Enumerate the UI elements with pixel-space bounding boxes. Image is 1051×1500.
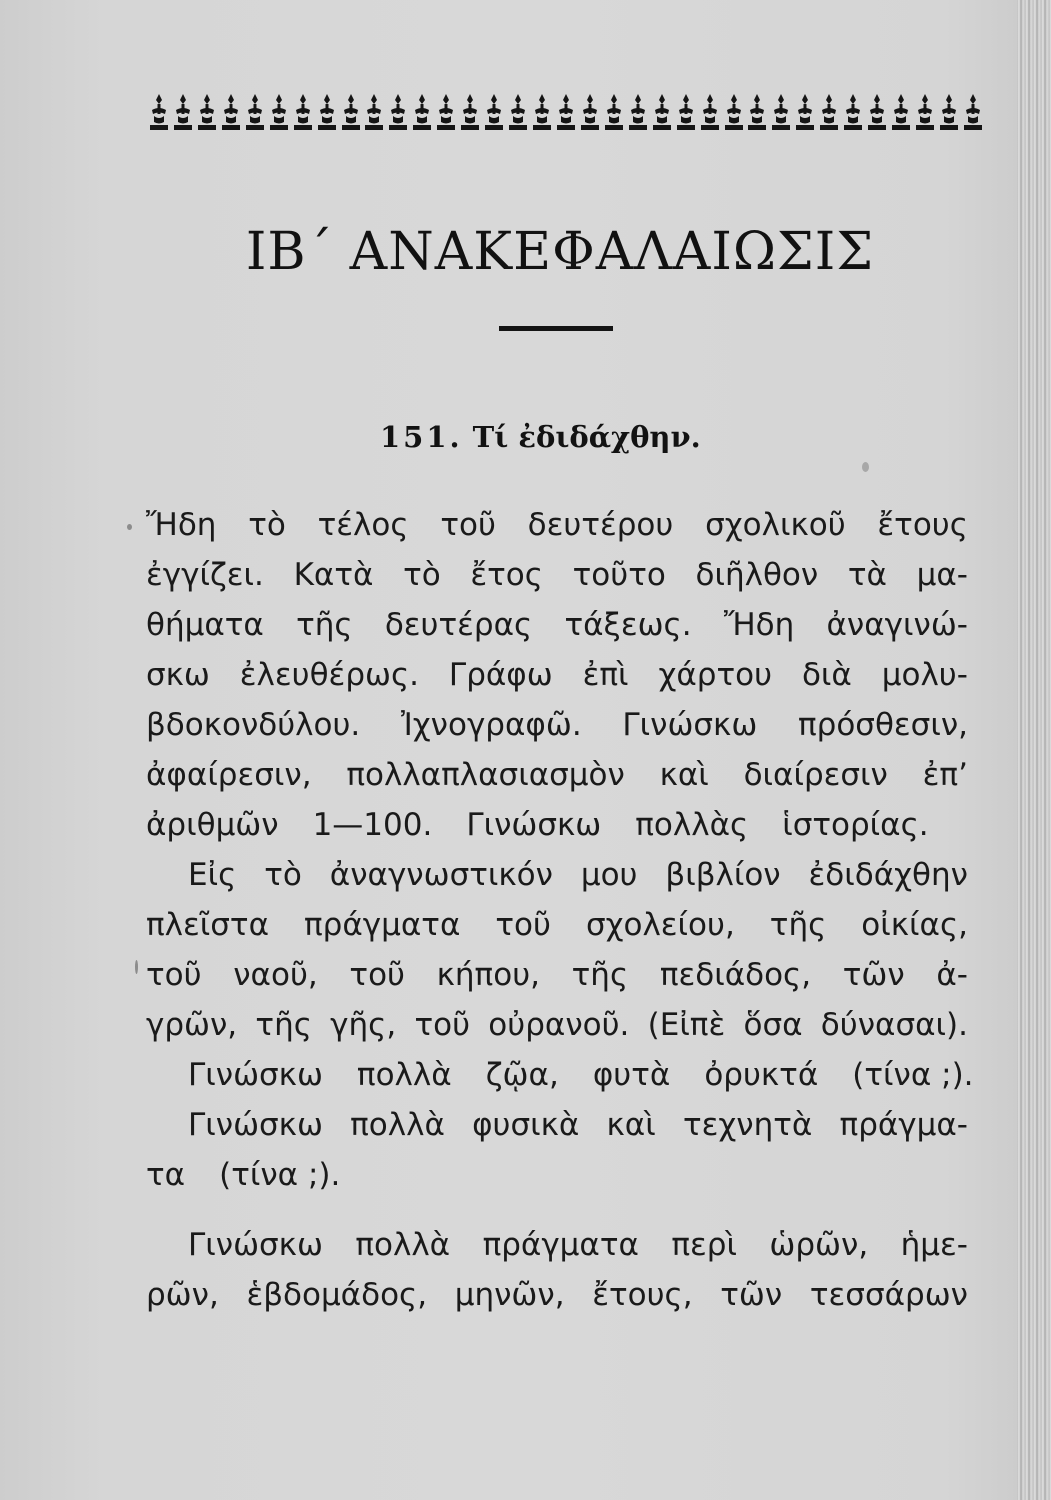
word: τάξεως. [564,607,692,643]
ornament-glyph [220,92,242,132]
word: Γινώσκω [188,1057,323,1093]
ornament-glyph [148,92,170,132]
word: πολλὰ [355,1227,451,1263]
word: ἀ- [936,957,968,993]
word: τοῦ [495,907,551,943]
word: γρῶν, [146,1007,238,1043]
ornament-glyph [363,92,385,132]
word: τῶν [842,957,905,993]
ornament-glyph [483,92,505,132]
word: ναοῦ, [233,957,318,993]
ornament-glyph [746,92,768,132]
word: περὶ [671,1227,737,1263]
ornament-glyph [675,92,697,132]
paragraph-gap [146,1200,968,1220]
word: ἐπὶ [582,657,629,693]
word: τὰ [847,557,887,593]
text-line [146,650,968,700]
ornament-glyph [794,92,816,132]
text-line [146,1050,974,1100]
word: ρῶν, [146,1277,219,1313]
ornament-glyph [196,92,218,132]
word: ἡμε- [900,1227,968,1263]
ornament-glyph [842,92,864,132]
section-number: 151. [380,420,463,454]
ornament-glyph [914,92,936,132]
word: ὅσα [743,1007,803,1043]
word: βδοκονδύλου. [146,707,361,743]
word: (Εἰπὲ [647,1007,726,1043]
decorative-header-border [148,86,984,132]
word: πεδιάδος, [659,957,812,993]
word: δύνασαι). [820,1007,968,1043]
ornament-glyph [579,92,601,132]
word: τεσσάρων [809,1277,968,1313]
word: βιβλίον [665,857,781,893]
word: τοῦ [146,957,202,993]
word: Γινώσκω [188,1107,323,1143]
ornament-glyph [411,92,433,132]
text-line [146,1220,968,1270]
word: μα- [916,557,968,593]
ornament-glyph [938,92,960,132]
word: σχολείου, [585,907,735,943]
ornament-glyph [172,92,194,132]
word: ἔτος [470,557,543,593]
word: καὶ [659,757,709,793]
word: 1—100. [312,807,433,843]
word: ἀναγνωστικόν [329,857,553,893]
word: Εἰς [188,857,237,893]
ornament-glyph [292,92,314,132]
word: σχολικοῦ [705,507,846,543]
text-line [146,550,968,600]
paper-speck [127,524,132,530]
text-line [146,1100,968,1150]
ornament-glyph [699,92,721,132]
word: δευτέρου [527,507,674,543]
word: ἀφαίρεσιν, [146,757,312,793]
ornament-glyph [866,92,888,132]
ornament-glyph [244,92,266,132]
text-line [146,800,968,850]
word: ἔτους, [592,1277,693,1313]
text-line [146,750,968,800]
word: οἰκίας, [861,907,968,943]
word: ἀριθμῶν [146,807,279,843]
ornament-glyph [723,92,745,132]
word: ὀρυκτά [704,1057,819,1093]
ornament-glyph [340,92,362,132]
word: σκω [146,657,210,693]
word: χάρτου [658,657,773,693]
word: τεχνητὰ [682,1107,813,1143]
word: τῆς [296,607,353,643]
page-binding-edge [1017,0,1051,1500]
text-line [146,1000,968,1050]
word: (τίνα ;). [219,1157,341,1193]
word: καὶ [606,1107,656,1143]
text-line [146,500,968,550]
heading-rule [499,326,613,331]
word: μου [580,857,638,893]
word: τέλος [317,507,409,543]
text-line [146,850,968,900]
word: φυτὰ [592,1057,671,1093]
word: τὸ [403,557,441,593]
ornament-glyph [459,92,481,132]
word: ὡρῶν, [769,1227,869,1263]
word: Ἤδη [146,507,217,543]
word: τοῦ [440,507,496,543]
text-line [146,900,968,950]
word: δευτέρας [384,607,533,643]
word: (τίνα ;). [852,1057,974,1093]
chapter-numeral: ΙΒ΄ [245,222,334,282]
ornament-glyph [890,92,912,132]
word: πράγματα [482,1227,639,1263]
ornament-glyph [531,92,553,132]
word: τὸ [264,857,302,893]
word: τῆς [255,1007,312,1043]
word: ἱστορίας. [782,807,929,843]
text-line [146,950,968,1000]
word: ἔτους [877,507,968,543]
word: πολλὰ [350,1107,445,1143]
ornament-glyph [387,92,409,132]
word: Γινώσκω [622,707,758,743]
word: οὐρανοῦ. [488,1007,630,1043]
word: ἐδιδάχθην [808,857,968,893]
word: τῆς [571,957,629,993]
word: ζῷα, [485,1057,559,1093]
ornament-glyph [603,92,625,132]
word: Γινώσκω [188,1227,323,1263]
word: γῆς, [330,1007,397,1043]
ornament-glyph [651,92,673,132]
word: πολλὰ [356,1057,452,1093]
word: Γινώσκω [466,807,602,843]
word: τοῦτο [572,557,666,593]
word: Ἤδη [723,607,795,643]
ornament-glyph [770,92,792,132]
word: τοῦ [414,1007,471,1043]
word: τὸ [248,507,286,543]
word: διὰ [801,657,852,693]
word: ἐλευθέρως. [239,657,420,693]
ornament-glyph [962,92,984,132]
ornament-glyph [818,92,840,132]
word: φυσικὰ [472,1107,580,1143]
body-text [146,500,974,1320]
chapter-title: ΑΝΑΚΕΦΑΛΑΙΩΣΙΣ [349,222,875,282]
word: μηνῶν, [454,1277,565,1313]
ornament-glyph [435,92,457,132]
word: πράγματα [304,907,461,943]
word: πολλαπλασιασμὸν [346,757,625,793]
word: πρόσθεσιν, [798,707,968,743]
ornament-glyph [555,92,577,132]
section-title: Τί ἐδιδάχθην. [472,420,701,454]
ornament-glyph [507,92,529,132]
word: τα [146,1157,186,1193]
text-line [146,700,968,750]
word: μολυ- [881,657,968,693]
word: διῆλθον [695,557,819,593]
word: ἑβδομάδος, [246,1277,428,1313]
text-line [146,600,968,650]
word: Ἰχνογραφῶ. [400,707,582,743]
section-heading [380,420,701,454]
word: τοῦ [349,957,405,993]
word: κήπου, [436,957,540,993]
text-line [146,1270,968,1320]
text-line [146,1150,968,1200]
word: τῶν [720,1277,783,1313]
ornament-glyph [316,92,338,132]
word: ἐγγίζει. [146,557,264,593]
word: πολλὰς [635,807,749,843]
word: Γράφω [448,657,553,693]
word: πράγμα- [839,1107,968,1143]
word: θήματα [146,607,264,643]
ornament-glyph [268,92,290,132]
word: Κατὰ [293,557,374,593]
word: πλεῖστα [146,907,270,943]
word: ἀναγινώ- [826,607,968,643]
word: ἐπ’ [922,757,968,793]
paper-speck [135,960,138,974]
word: διαίρεσιν [743,757,888,793]
word: τῆς [769,907,827,943]
chapter-heading [180,222,940,282]
paper-speck [862,462,869,472]
ornament-glyph [627,92,649,132]
